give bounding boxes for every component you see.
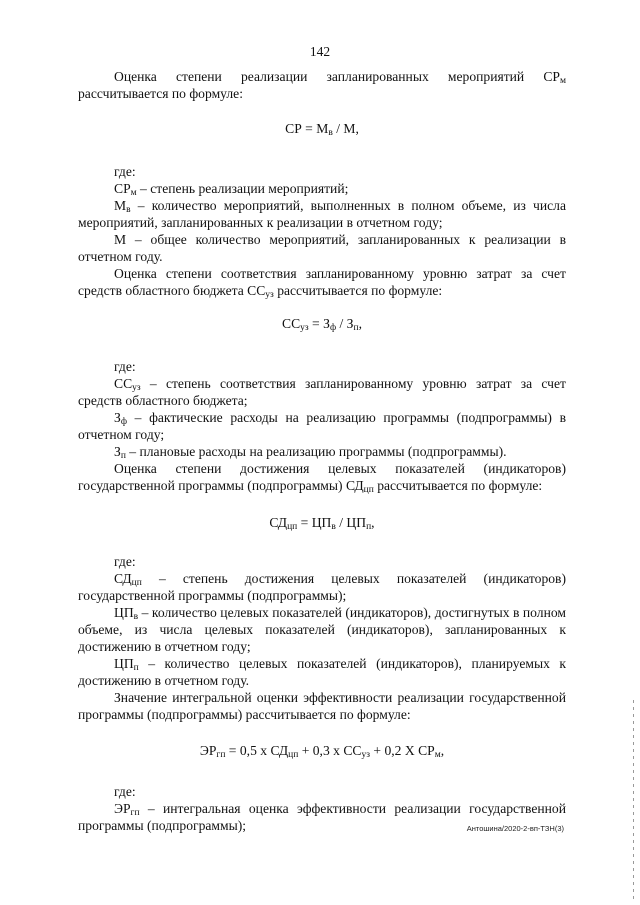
where-label: где: bbox=[114, 359, 136, 374]
paragraph-costs-intro: Оценка степени соответствия запланированному уровню затрат за счет средств областного бюджета $СС_{уз}$ рассчитывается по формуле: bbox=[78, 266, 566, 300]
formula-activities: СР = $М_в$ / М, bbox=[285, 121, 359, 138]
definition-item: $СД_{цп}$ – степень достижения целевых показателей (индикаторов) государственной программы (подпрограммы); bbox=[78, 571, 566, 603]
formula-costs: $СС_{уз} = З_ф / З_п$, bbox=[282, 316, 362, 333]
formula-targets: $СД_{цп} = ЦП_в / ЦП_п$, bbox=[269, 515, 375, 532]
definition-item: М – общее количество мероприятий, запланированных к реализации в отчетном году. bbox=[78, 232, 566, 264]
definition-item: $ЦП_в$ – количество целевых показателей (индикаторов), достигнутых в полном объеме, из числа целевых показателей (индикаторов), запланированных к достижению в отчетном году; bbox=[78, 605, 566, 654]
page-number: 142 bbox=[309, 44, 331, 59]
where-label: где: bbox=[114, 164, 136, 179]
paragraph-activities-intro: Оценка степени реализации запланированных мероприятий $СР_м$ рассчитывается по формуле: bbox=[78, 69, 566, 101]
where-label: где: bbox=[114, 554, 136, 569]
paragraph-targets-intro: Оценка степени достижения целевых показателей (индикаторов) государственной программы (подпрограммы) $СД_{цп}$ рассчитывается по формуле: bbox=[78, 461, 566, 495]
definition-item: $ЦП_п$ – количество целевых показателей (индикаторов), планируемых к достижению в отчетном году. bbox=[78, 656, 566, 688]
document-body bbox=[78, 68, 566, 834]
formula-integral: $ЭР_{гп} = 0,5$ х $СД_{цп} + 0,3$ х $СС_{уз} + 0,2$ Х $СР_м$, bbox=[199, 743, 445, 760]
definition-item: $СС_{уз}$ – степень соответствия запланированному уровню затрат за счет средств областного бюджета; bbox=[78, 376, 566, 408]
definition-item: $З_п$ – плановые расходы на реализацию программы (подпрограммы). bbox=[114, 444, 507, 461]
definition-item: $ЭР_{гп}$ – интегральная оценка эффективности реализации государственной программы (подпрограммы); bbox=[78, 801, 566, 833]
document-footer-code: Антошина/2020-2-вп-ТЗН(3) bbox=[466, 824, 564, 833]
definition-item: $З_ф$ – фактические расходы на реализацию программы (подпрограммы) в отчетном году; bbox=[78, 410, 566, 442]
scan-edge-mark bbox=[633, 700, 634, 900]
where-label: где: bbox=[114, 784, 136, 799]
definition-item: $СР_м$ – степень реализации мероприятий; bbox=[114, 181, 349, 198]
definition-item: $М_в$ – количество мероприятий, выполненных в полном объеме, из числа мероприятий, запланированных к реализации в отчетном году; bbox=[78, 198, 566, 230]
paragraph-integral-intro: Значение интегральной оценки эффективности реализации государственной программы (подпрограммы) рассчитывается по формуле: bbox=[78, 690, 566, 722]
